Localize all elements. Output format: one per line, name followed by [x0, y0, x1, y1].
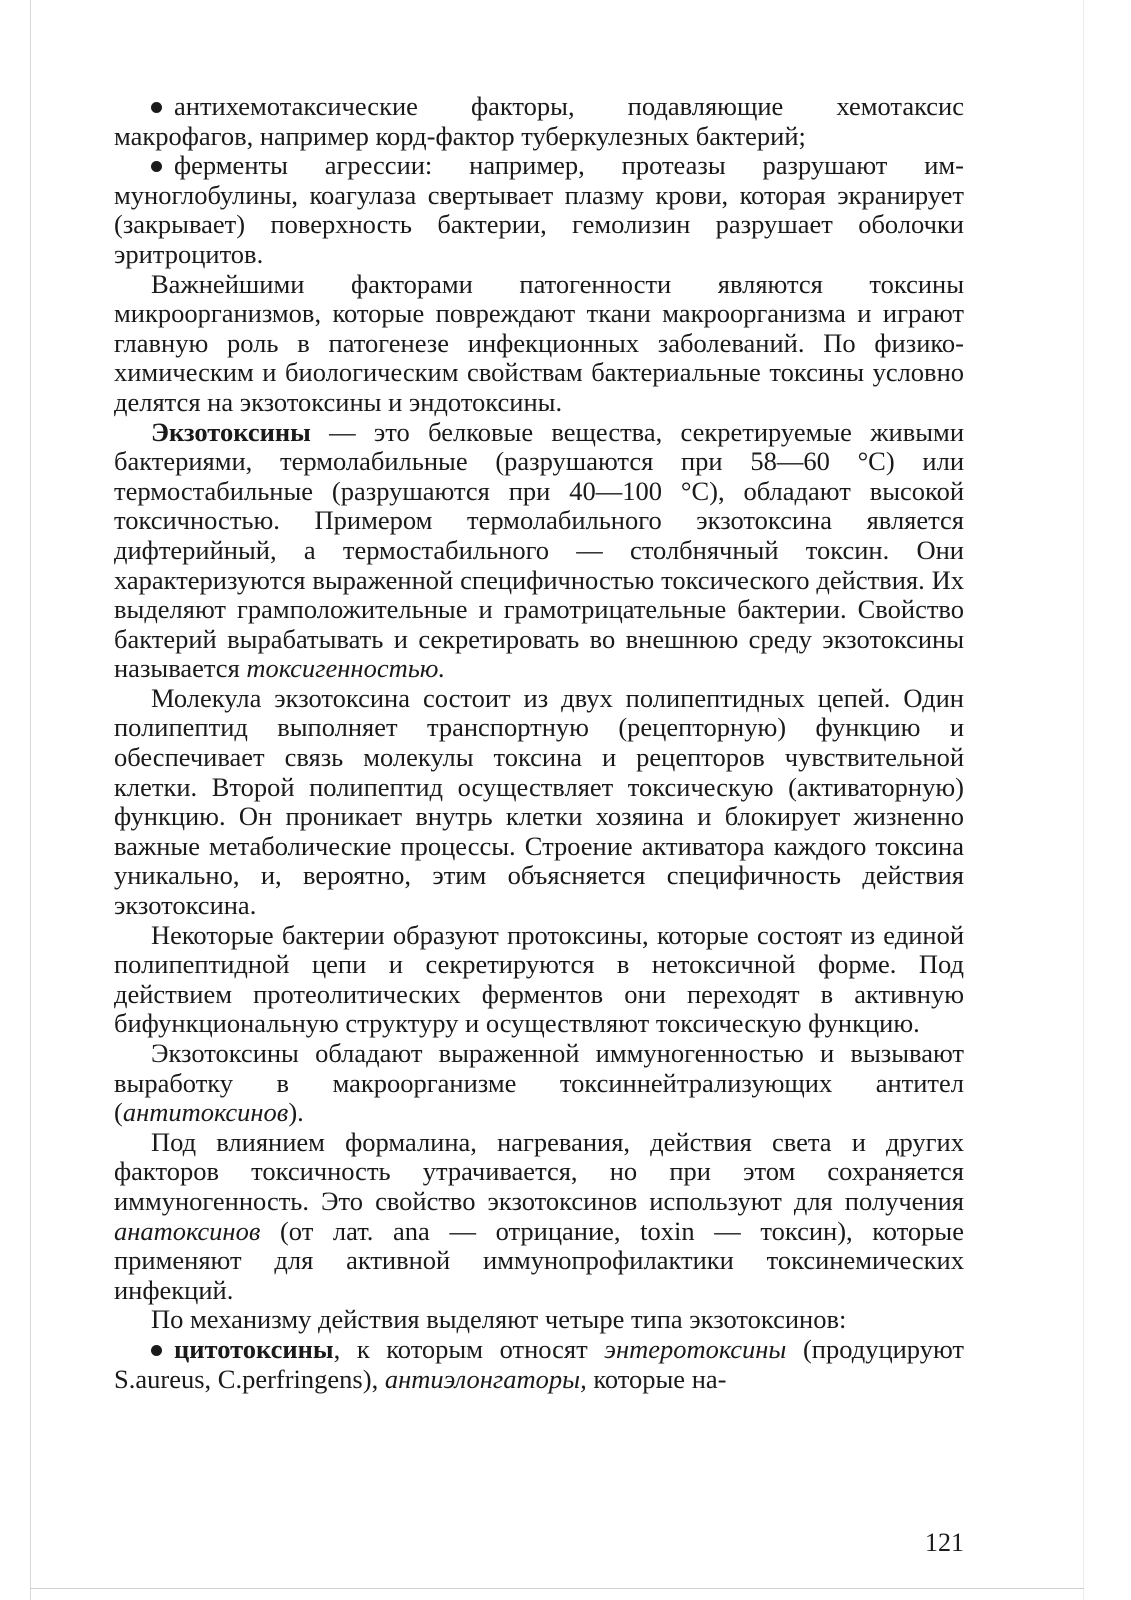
bullet-item-antichemotactic — [114, 92, 964, 151]
page-number: 121 — [925, 1528, 964, 1557]
paragraph-text: которые на- — [586, 1363, 727, 1394]
bullet-item-aggression-enzymes — [114, 151, 964, 269]
paragraph-text: По механизму действия выделяют четыре типа экзотоксинов: — [151, 1304, 847, 1335]
bullet-icon — [151, 102, 162, 113]
term-antielongators: антиэлонгаторы, — [384, 1363, 587, 1394]
term-exotoxins: Экзотоксины — [151, 416, 311, 447]
term-anatoxins: анатоксинов — [114, 1215, 261, 1246]
page-edge-left — [30, 0, 31, 1600]
page-edge-right — [1083, 0, 1084, 1600]
paragraph-text: Экзотоксины обладают выраженной иммуногенностью и вызывают выработку в макроорганизме токсиннейтрализующих антител ( — [114, 1038, 964, 1128]
bullet-icon — [151, 161, 162, 172]
paragraph-pathogenicity-factors — [114, 270, 964, 418]
paragraph-text: ферменты агрессии: например, протеазы разрушают иммуноглобулины, коагулаза свертывает плазму крови, которая экранирует (закрывает) поверхность бактерии, гемолизин разрушает оболочки эритроцитов. — [114, 150, 964, 269]
term-enterotoxins: энтеротоксины — [604, 1333, 787, 1364]
paragraph-mechanism-types — [114, 1305, 964, 1335]
paragraph-text: (продуцируют S.aureus, C.perfringens), — [114, 1333, 964, 1394]
paragraph-exotoxins — [114, 418, 964, 684]
paragraph-text: Под влиянием формалина, нагревания, действия света и других факторов токсичность утрачивается, но при этом сохраняется иммуногенность. Это свойство экзотоксинов используют для получения — [114, 1126, 964, 1216]
bullet-item-cytotoxins — [114, 1335, 964, 1394]
paragraph-text-tail: ). — [288, 1097, 304, 1128]
paragraph-protoxins — [114, 921, 964, 1039]
paragraph-text: Важнейшими факторами патогенности являются токсины микроорганизмов, которые повреждают ткани макроорганизма и играют главную роль в патогенезе инфекционных заболеваний. По физико-химическим и биологическим свойствам бактериальные токсины условно делятся на экзотоксины и эндотоксины. — [114, 268, 964, 417]
paragraph-text-tail: (от лат. ana — отрицание, toxin — токсин), которые применяют для активной иммунопрофилактики токсинемических инфекций. — [114, 1215, 964, 1305]
page-body — [114, 92, 964, 1394]
term-antitoxins: антитоксинов — [122, 1097, 289, 1128]
term-toxigenicity: токсигенностью. — [246, 653, 446, 684]
paragraph-text: антихемотаксические факторы, подавляющие хемотаксис макрофагов, например корд-фактор туберкулезных бактерий; — [114, 91, 964, 151]
paragraph-text: Некоторые бактерии образуют протоксины, которые состоят из единой полипептидной цепи и секретируются в нетоксичной форме. Под действием протеолитических ферментов они переходят в активную бифункциональную структуру и осуществляют токсическую функцию. — [114, 919, 964, 1039]
paragraph-exotoxin-molecule — [114, 684, 964, 921]
paragraph-text: , к которым относят — [333, 1333, 605, 1364]
term-cytotoxins: цитотоксины — [174, 1333, 334, 1364]
bullet-icon — [151, 1345, 162, 1356]
paragraph-text: — это белковые вещества, секретируемые живыми бактериями, термолабильные (разрушаются при 58—60 °С) или термостабильные (разрушаются при 40—100 °С), обладают высокой токсичностью. Примером термолабильного экзотоксина является дифтерийный, а термостабильного — столбнячный токсин. Они характеризуются выраженной специфичностью токсического действия. Их выделяют грамположительные и грамотрицательные бактерии. Свойство бактерий вырабатывать и секретировать во внешнюю среду экзотоксины называется — [114, 416, 964, 684]
paragraph-text: Молекула экзотоксина состоит из двух полипептидных цепей. Один полипептид выполняет транспортную (рецепторную) функцию и обеспечивает связь молекулы токсина и рецепторов чувствительной клетки. Второй полипептид осуществляет токсическую (активаторную) функцию. Он проникает внутрь клетки хозяина и блокирует жизненно важные метаболические процессы. Строение активатора каждого токсина уникально, и, вероятно, этим объясняется специфичность действия экзотоксина. — [114, 682, 964, 921]
paragraph-anatoxins — [114, 1128, 964, 1306]
page-edge-bottom — [30, 1588, 1084, 1589]
paragraph-immunogenicity — [114, 1039, 964, 1128]
